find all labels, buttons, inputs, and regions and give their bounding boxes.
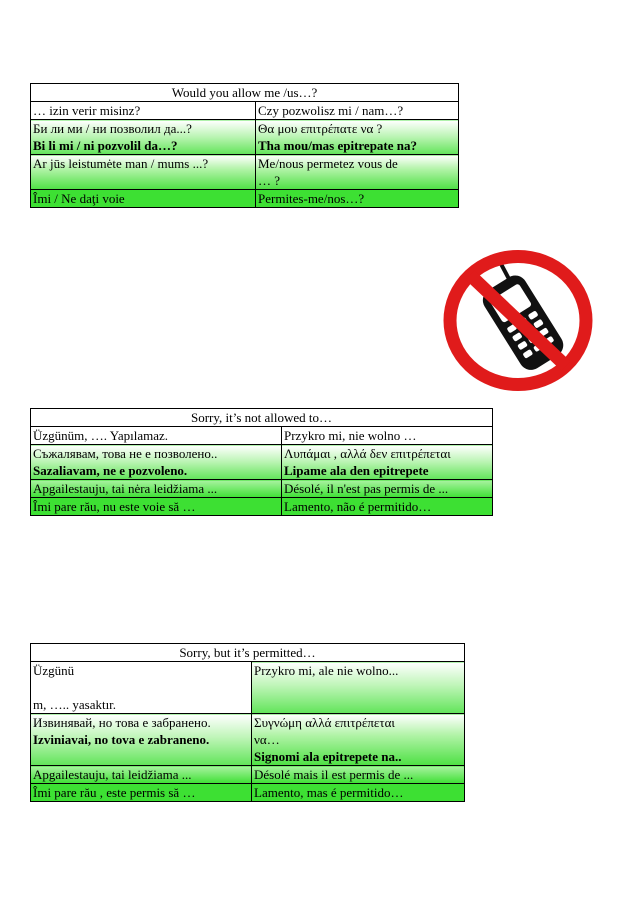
table-header: Sorry, but it’s permitted… [31, 644, 465, 662]
phrase-cell-bulgarian: Би ли ми / ни позволил да...? Bi li mi / ni pozvolil da…? [31, 120, 256, 155]
phrase-cell-lithuanian: Apgailestauju, tai leidžiama ... [31, 766, 252, 784]
no-mobile-phone-icon [442, 249, 594, 392]
phrase-cell-bulgarian: Извинявай, но това е забранено. Izviniavai, no tova e zabraneno. [31, 714, 252, 766]
table-header: Would you allow me /us…? [31, 84, 459, 102]
phrase-cell-french: Désolé mais il est permis de ... [252, 766, 465, 784]
phrase-cell-romanian: Îmi / Ne daţi voie [31, 190, 256, 208]
phrase-cell-polish: Czy pozwolisz mi / nam…? [256, 102, 459, 120]
phrase-cell-greek: Συγνώμη αλλά επιτρέπεται να… Signomi ala epitrepete na.. [252, 714, 465, 766]
phrase-cell-french: Me/nous permetez vous de … ? [256, 155, 459, 190]
table-header: Sorry, it’s not allowed to… [31, 409, 493, 427]
phrase-cell-greek: Λυπάμαι , αλλά δεν επιτρέπεται Lipame ala den epitrepete [282, 445, 493, 480]
phrase-cell-romanian: Îmi pare rău, nu este voie să … [31, 498, 282, 516]
phrase-cell-bulgarian: Съжалявам, това не е позволено.. Sazaliavam, ne e pozvoleno. [31, 445, 282, 480]
phrase-cell-portuguese: Lamento, mas é permitido… [252, 784, 465, 802]
phrase-cell-portuguese: Permites-me/nos…? [256, 190, 459, 208]
phrase-cell-lithuanian: Apgailestauju, tai nėra leidžiama ... [31, 480, 282, 498]
phrase-table-permitted [30, 643, 465, 802]
phrase-cell-turkish: … izin verir misinz? [31, 102, 256, 120]
phrase-cell-turkish: Üzgünü m, ….. yasaktır. [31, 662, 252, 714]
phrase-cell-lithuanian: Ar jūs leistumėte man / mums ...? [31, 155, 256, 190]
phrase-cell-polish: Przykro mi, ale nie wolno... [252, 662, 465, 714]
phrase-cell-romanian: Îmi pare rău , este permis să … [31, 784, 252, 802]
prohibition-ring [450, 257, 586, 385]
phrase-cell-portuguese: Lamento, não é permitido… [282, 498, 493, 516]
phrase-cell-french: Désolé, il n'est pas permis de ... [282, 480, 493, 498]
phrase-cell-turkish: Üzgünüm, …. Yapılamaz. [31, 427, 282, 445]
phrase-cell-polish: Przykro mi, nie wolno … [282, 427, 493, 445]
phrase-table-allow [30, 83, 459, 208]
phrase-table-not-allowed [30, 408, 493, 516]
phrase-cell-greek: Θα μου επιτρέπατε να ? Tha mou/mas epitrepate na? [256, 120, 459, 155]
